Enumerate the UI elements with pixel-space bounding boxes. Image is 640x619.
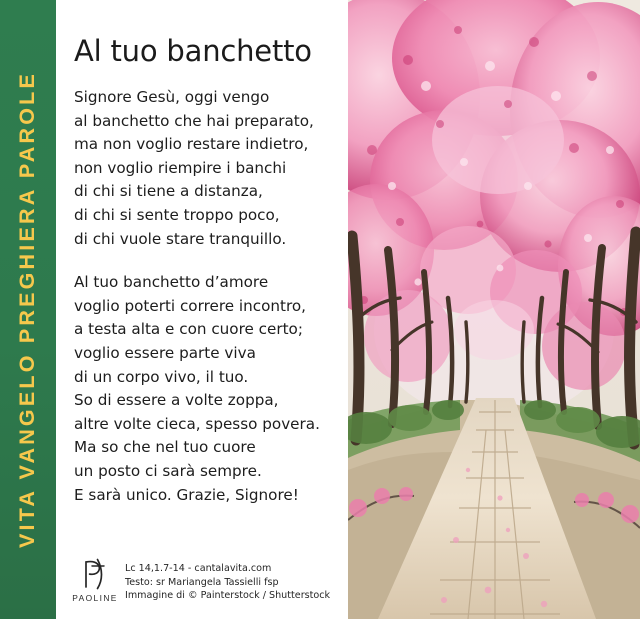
poem-line: Ma so che nel tuo cuore bbox=[74, 438, 256, 457]
poem-line: non voglio riempire i banchi bbox=[74, 158, 287, 177]
credit-image-source: Immagine di © Painterstock / Shutterstock bbox=[125, 589, 331, 601]
poem-line: un posto ci sarà sempre. bbox=[74, 461, 262, 480]
poem-line: di chi vuole stare tranquillo. bbox=[74, 229, 287, 248]
poem-line: ma non voglio restare indietro, bbox=[74, 135, 309, 154]
publisher-name: PAOLINE bbox=[72, 593, 118, 603]
poem-line: voglio essere parte viva bbox=[74, 343, 256, 362]
poem-line: Signore Gesù, oggi vengo bbox=[74, 88, 270, 106]
footer bbox=[74, 557, 354, 603]
page-title: Al tuo banchetto bbox=[74, 34, 312, 68]
poem-line: voglio poterti correre incontro, bbox=[74, 296, 307, 315]
paoline-logo-icon bbox=[78, 557, 112, 591]
credit-author: Testo: sr Mariangela Tassielli fsp bbox=[125, 576, 279, 588]
prayer-text-column bbox=[56, 0, 348, 619]
credit-scripture-reference: Lc 14,1.7-14 - cantalavita.com bbox=[125, 563, 272, 575]
poem-line: al banchetto che hai preparato, bbox=[74, 111, 314, 130]
poem-line: di chi si sente troppo poco, bbox=[74, 205, 280, 224]
stanza-2 bbox=[74, 271, 334, 507]
poem-line: altre volte cieca, spesso povera. bbox=[74, 414, 320, 433]
spine-label: VITA VANGELO PREGHIERA PAROLE bbox=[15, 70, 40, 549]
artwork-panel bbox=[348, 0, 640, 619]
publisher-logo bbox=[74, 557, 116, 603]
poem-line: Al tuo banchetto d’amore bbox=[74, 273, 269, 292]
poem-line: E sarà unico. Grazie, Signore! bbox=[74, 485, 299, 504]
sidebar-spine bbox=[0, 0, 56, 619]
poem-line: a testa alta e con cuore certo; bbox=[74, 320, 303, 339]
stanza-1 bbox=[74, 86, 334, 251]
poem-line: di chi si tiene a distanza, bbox=[74, 182, 263, 201]
credits bbox=[125, 562, 330, 603]
cherry-blossom-path-watercolor-icon bbox=[348, 0, 640, 619]
poem-line: di un corpo vivo, il tuo. bbox=[74, 367, 249, 386]
poem-line: So di essere a volte zoppa, bbox=[74, 391, 279, 410]
